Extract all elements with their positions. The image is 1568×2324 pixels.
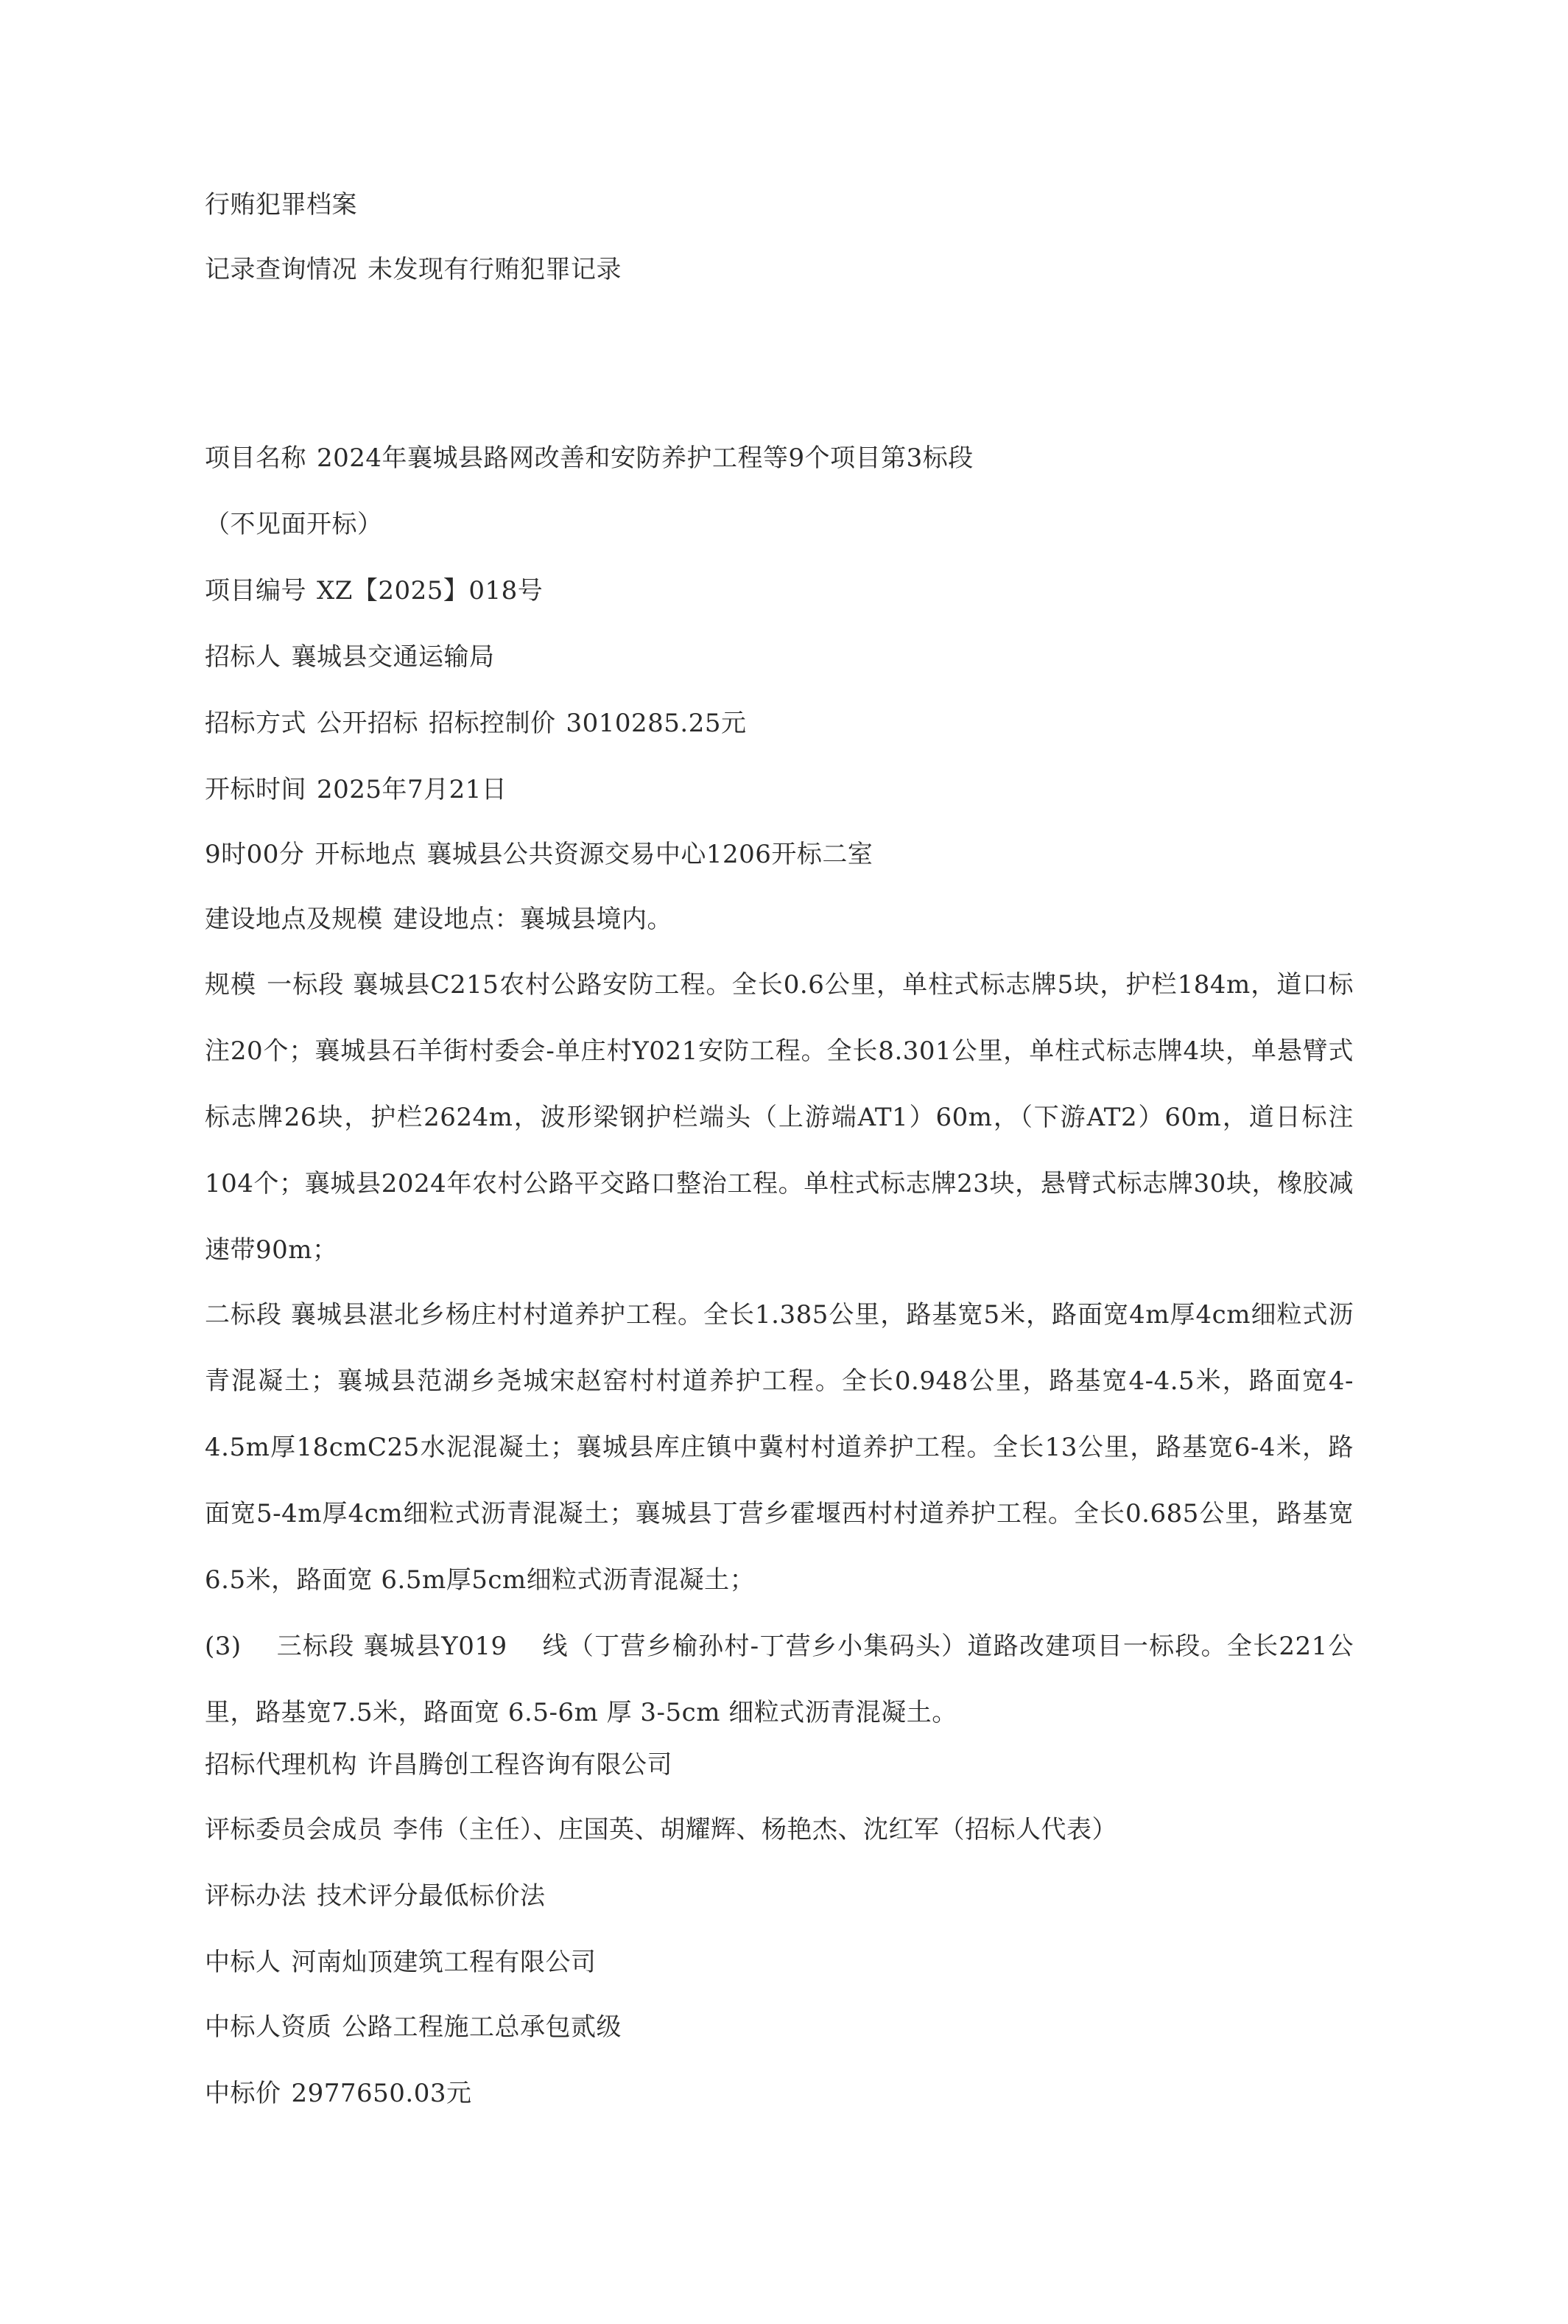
tenderer-value: 襄城县交通运输局 [291,642,495,672]
control-price-label: 招标控制价 [429,709,556,738]
record-query-line [205,253,622,286]
opening-location-line [205,838,873,871]
site-scale-line [205,903,672,935]
eval-method-value: 技术评分最低标价法 [317,1881,546,1911]
tender-method-line [205,707,747,740]
record-query-label: 记录查询情况 [205,255,357,284]
agency-value: 许昌腾创工程咨询有限公司 [368,1750,672,1780]
site-scale-value: 建设地点：襄城县境内。 [393,905,672,934]
winning-price-value: 2977650.03元 [291,2079,472,2108]
scale-section-3: (3) 三标段 襄城县Y019 线（丁营乡榆孙村-丁营乡小集码头）道路改建项目一标段。全长221公里，路基宽7.5米，路面宽 6.5-6m 厚 3-5cm 细粒式沥青混凝土。 [205,1632,1354,1727]
eval-method-line [205,1880,546,1912]
site-scale-label: 建设地点及规模 [205,905,383,934]
scale-section-1-text: 一标段 襄城县C215农村公路安防工程。全长0.6公里，单柱式标志牌5块，护栏184m，道口标注20个；襄城县石羊街村委会-单庄村Y021安防工程。全长8.301公里，单柱式标志牌4块，单悬臂式标志牌26块，护栏2624m，波形梁钢护栏端头（上游端AT1）60m，（下游AT2）60m，道日标注104个；襄城县2024年农村公路平交路口整治工程。单柱式标志牌23块，悬臂式标志牌30块，橡胶减速带90m； [205,970,1354,1265]
record-header: 行贿犯罪档案 [205,190,357,220]
opening-time-label: 开标时间 [205,775,306,804]
winner-qualification-value: 公路工程施工总承包贰级 [342,2012,622,2042]
project-name-label: 项目名称 [205,443,306,473]
scale-section-1 [205,952,1354,1283]
committee-label: 评标委员会成员 [205,1815,383,1844]
winner-line [205,1946,597,1979]
project-name-note: （不见面开标） [205,510,383,539]
agency-label: 招标代理机构 [205,1750,357,1780]
opening-time-clock: 9时00分 [205,840,305,869]
opening-time-line [205,773,507,806]
opening-location-label: 开标地点 [314,840,417,869]
project-no-value: XZ【2025】018号 [317,576,544,605]
scale-section-2: 二标段 襄城县湛北乡杨庄村村道养护工程。全长1.385公里，路基宽5米，路面宽4m厚4cm细粒式沥青混凝土；襄城县范湖乡尧城宋赵窑村村道养护工程。全长0.948公里，路基宽4-4.5米，路面宽4-4.5m厚18cmC25水泥混凝土；襄城县库庄镇中冀村村道养护工程。全长13公里，路基宽6-4米，路面宽5-4m厚4cm细粒式沥青混凝土；襄城县丁营乡霍堰西村村道养护工程。全长0.685公里，路基宽6.5米，路面宽 6.5m厚5cm细粒式沥青混凝土； [205,1300,1354,1595]
tenderer-line [205,641,495,673]
project-no-line [205,575,543,607]
project-name-value: 2024年襄城县路网改善和安防养护工程等9个项目第3标段 [317,443,974,473]
committee-value: 李伟（主任）、庄国英、胡耀辉、杨艳杰、沈红军（招标人代表） [393,1815,1117,1844]
eval-method-label: 评标办法 [205,1881,306,1911]
control-price-value: 3010285.25元 [566,709,747,738]
tender-method-value: 公开招标 [317,709,418,738]
scale-label: 规模 [205,970,257,1000]
winning-price-label: 中标价 [205,2079,281,2108]
winner-label: 中标人 [205,1948,281,1977]
project-name-line [205,442,974,474]
record-query-value: 未发现有行贿犯罪记录 [368,255,622,284]
opening-date: 2025年7月21日 [317,775,507,804]
opening-location-value: 襄城县公共资源交易中心1206开标二室 [426,840,873,869]
winner-value: 河南灿顶建筑工程有限公司 [291,1948,597,1977]
winning-price-line [205,2077,472,2110]
winner-qualification-label: 中标人资质 [205,2012,332,2042]
tender-method-label: 招标方式 [205,709,306,738]
project-no-label: 项目编号 [205,576,306,605]
tenderer-label: 招标人 [205,642,281,672]
winner-qualification-line [205,2011,622,2043]
committee-line [205,1814,1117,1846]
agency-line [205,1749,672,1781]
